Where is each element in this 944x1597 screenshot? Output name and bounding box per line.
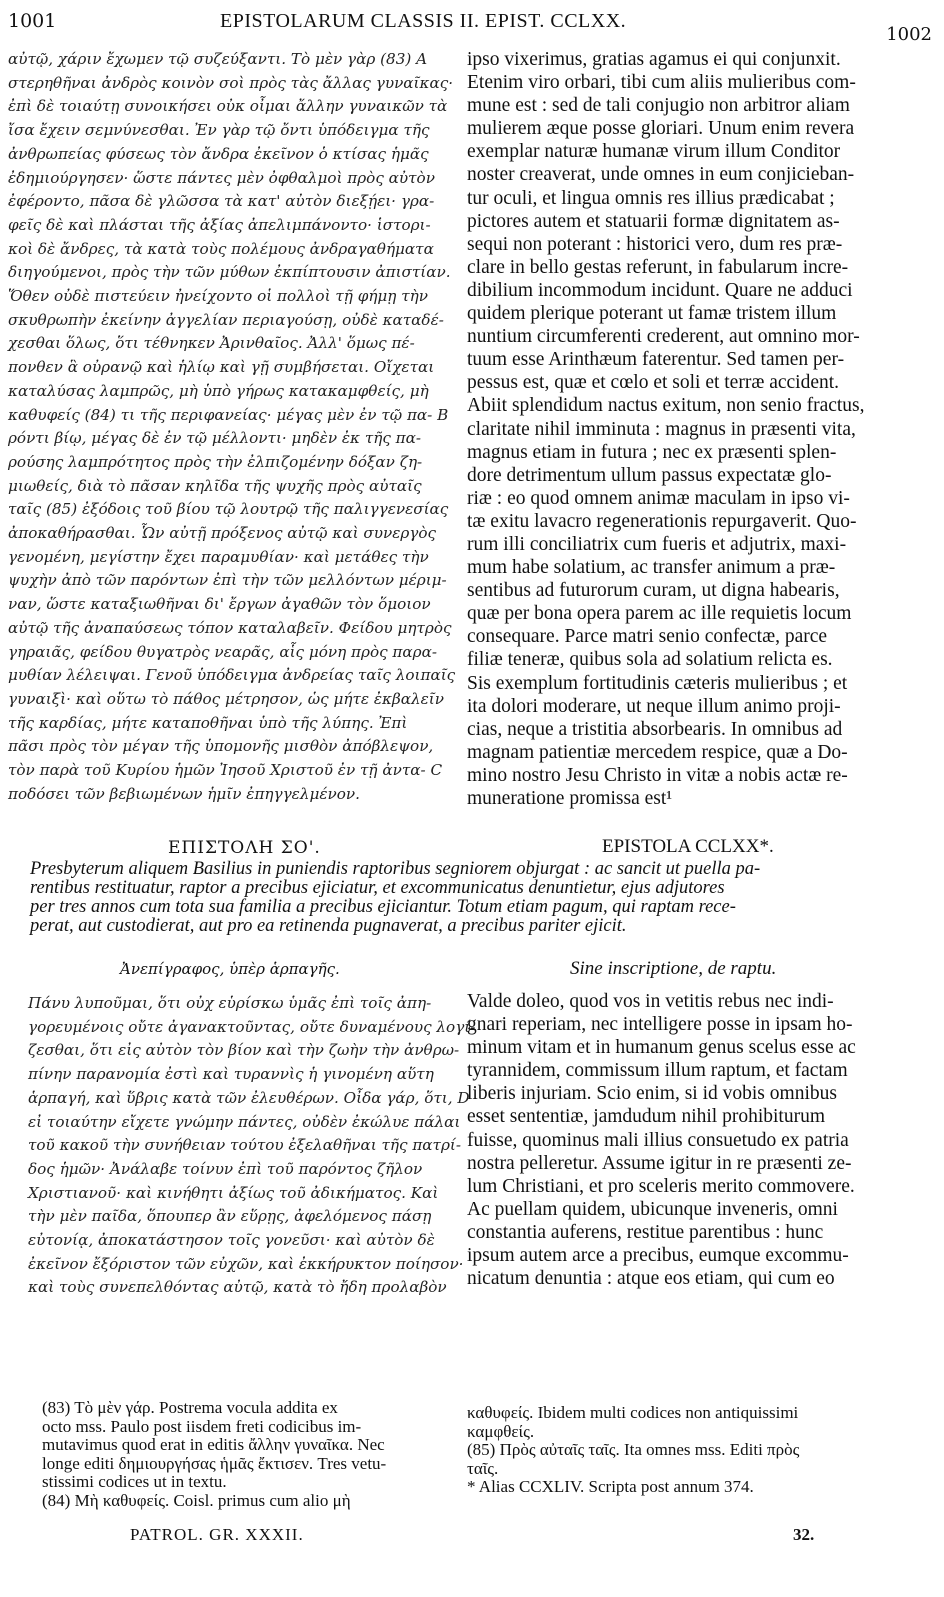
greek-text-line: τὴν μὲν παῖδα, ὅπουπερ ἂν εὕρῃς, ἀφελόμενος πάσῃ xyxy=(28,1207,432,1226)
greek-text-line: Ὅθεν οὐδὲ πιστεύειν ἠνείχοντο οἱ πολλοὶ τῇ φήμῃ τὴν xyxy=(8,287,428,306)
greek-text-line: καὶ τοὺς συνεπελθόντας αὐτῷ, κατὰ τὸ ἤδη προλαβὸν xyxy=(28,1278,447,1297)
latin-column-2 xyxy=(467,990,935,1290)
latin-text-line: Valde doleo, quod vos in vetitis rebus nec indi- xyxy=(467,991,834,1012)
footnote-line: (84) Μὴ καθυφείς. Coisl. primus cum alio μὴ xyxy=(42,1490,351,1510)
latin-text-line: ita dolori moderare, ut neque illum animo proji- xyxy=(467,695,841,717)
latin-text-line: Sis exemplum fortitudinis cæteris mulieribus ; et xyxy=(467,672,848,694)
greek-text-line: ναν, ὥστε καταξιωθῆναι δι' ἔργων ἀγαθῶν τὸν ὅμοιον xyxy=(8,595,431,614)
latin-text-line: constantia auferens, restitue parentibus : hunc xyxy=(467,1221,824,1243)
greek-text-line: μυθίαν λέλειψαι. Γενοῦ ὑπόδειγμα ἀνδρείας ταῖς λοιπαῖς xyxy=(8,666,456,685)
latin-text-line: lum Christiani, et pro sceleris merito commovere. xyxy=(467,1175,855,1197)
latin-text-line: nicatum denuntia : atque eos etiam, qui cum eo xyxy=(467,1268,835,1290)
footer-right: 32. xyxy=(793,1525,815,1544)
greek-text-line: εἰ τοιαύτην εἴχετε γνώμην πάντες, οὐδὲν ἐκώλυε πάλαι xyxy=(28,1112,461,1131)
latin-text-line: dibilium incommodum incidunt. Quare ne adduci xyxy=(467,279,853,301)
greek-text-line: αὐτῷ, χάριν ἔχωμεν τῷ συζεύξαντι. Τὸ μὲν γὰρ (83) A xyxy=(8,50,428,68)
greek-text-line: τῆς καρδίας, μήτε καταποθῆναι ὑπὸ τῆς λύπης. Ἐπὶ xyxy=(8,713,408,732)
latin-text-line: Etenim viro orbari, tibi cum aliis mulieribus com- xyxy=(467,72,856,94)
latin-text-line: riæ : eo quod omnem animæ maculam in ipso vi- xyxy=(467,487,850,509)
greek-text-line: χεσθαι ὅλως, ὅτι τέθνηκεν Ἀρινθαῖος. Ἀλλ' ὅμως πέ- xyxy=(8,334,415,353)
latin-text-line: Abiit splendidum nactus exitum, non senio fractus, xyxy=(467,395,865,417)
greek-text-line: γενομένη, μεγίστην ἔχει παραμυθίαν· καὶ μετάθες τὴν xyxy=(8,547,429,566)
greek-text-line: γορευμένοις οὔτε ἀγανακτοῦντας, οὔτε δυναμένους λογί- xyxy=(28,1017,476,1036)
latin-text-line: nuntium circumferenti crederent, aut omnino mor- xyxy=(467,326,860,348)
footnote-line: longe editi δημιουργήσας ἡμᾶς ἔκτισεν. Tres vetu- xyxy=(42,1453,387,1473)
latin-text-line: tyrannidem, commissum illum raptum, et factam xyxy=(467,1060,848,1082)
latin-text-line: magnam patientiæ mercedem respice, quæ a Do- xyxy=(467,741,848,763)
latin-text-line: liberis injuriam. Scio enim, si id vobis omnibus xyxy=(467,1083,837,1105)
greek-text-line: πᾶσι πρὸς τὸν μέγαν τῆς ὑπομονῆς μισθὸν ἀπόβλεψον, xyxy=(8,737,434,756)
epistle-title-greek: ΕΠΙΣΤΟΛΗ ΣΟ'. xyxy=(168,838,321,858)
footnote-line: * Alias CCXLIV. Scripta post annum 374. xyxy=(467,1477,754,1496)
footnote-line: καθυφείς. Ibidem multi codices non antiquissimi xyxy=(467,1403,799,1422)
footnotes-left xyxy=(42,1399,452,1510)
greek-text-line: ταῖς (85) ἐξόδοις τοῦ βίου τῷ λουτρῷ τῆς παλιγγενεσίας xyxy=(8,500,449,519)
latin-text-line: esset sententiæ, jamdudum nihil prohibiturum xyxy=(467,1106,826,1128)
page-number-right: 1002 xyxy=(886,24,932,45)
latin-text-line: tur oculi, et lingua omnis res illius prædicabat ; xyxy=(467,187,835,209)
footer-left: PATROL. GR. XXXII. xyxy=(130,1525,304,1544)
latin-text-line: mino nostro Jesu Christo in vitæ a nobis actæ re- xyxy=(467,764,848,786)
greek-text-line: ἐκεῖνον ἔξόριστον τῶν εὐχῶν, καὶ ἐκκήρυκτον ποίησον· xyxy=(28,1254,464,1273)
greek-text-line: τοῦ κακοῦ τὴν συνήθειαν τούτου ἐξελαθῆναι τῆς πατρί- xyxy=(28,1136,461,1155)
latin-text-line: minum vitam et in humanum genus scelus esse ac xyxy=(467,1037,856,1059)
summary-line: per tres annos cum tota sua familia a precibus ejiciantur. Totum etiam pagum, qui raptam rece- xyxy=(30,897,736,917)
footnote-line: ταῖς. xyxy=(467,1458,499,1478)
footnotes-right xyxy=(467,1404,927,1497)
latin-text-line: Ac puellam quidem, ubicunque inveneris, omni xyxy=(467,1198,838,1220)
latin-text-line: nostra pelleretur. Assume igitur in re præsenti ze- xyxy=(467,1152,852,1174)
latin-text-line: gnari reperiam, nec intelligere posse in ipsam ho- xyxy=(467,1014,853,1036)
greek-text-line: ἐδημιούργησεν· ὥστε πάντες μὲν ὀφθαλμοὶ πρὸς αὐτὸν xyxy=(8,168,435,187)
greek-text-line: ρόντι βίῳ, μέγας δὲ ἐν τῷ μέλλοντι· μηδὲν ἐκ τῆς πα- xyxy=(8,429,422,448)
latin-text-line: quæ per bona opera parem ac ille requietis locum xyxy=(467,603,852,625)
epistle-title-latin: EPISTOLA CCLXX*. xyxy=(602,836,774,857)
greek-text-line: πονθεν ἃ οὐρανῷ καὶ ἡλίῳ καὶ γῇ συμβήσεται. Οἴχεται xyxy=(8,358,435,377)
epistle-summary xyxy=(30,860,910,936)
greek-column-2 xyxy=(28,992,476,1300)
greek-text-line: πίνην παρανομία ἐστὶ καὶ τυραννὶς ἡ γινομένη αὕτη xyxy=(28,1065,434,1084)
greek-text-line: στερηθῆναι ἀνδρὸς κοινὸν σοὶ πρὸς τὰς ἄλλας γυναῖκας· xyxy=(8,73,454,92)
greek-text-line: διηγούμενοι, πρὸς τὴν τῶν μύθων ἐκπίπτουσιν ἀπιστίαν. xyxy=(8,263,451,282)
summary-line: Presbyterum aliquem Basilius in puniendis raptoribus segniorem objurgat : ac sancit ut puella pa- xyxy=(30,859,761,879)
summary-line: rentibus restituatur, raptor a precibus ejiciatur, et excommunicatus denuntietur, ejus adjutores xyxy=(30,878,725,898)
greek-text-line: ἁρπαγή, καὶ ὕβρις κατὰ τῶν ἐλευθέρων. Οἶδα γάρ, ὅτι, D xyxy=(28,1088,470,1107)
greek-text-line: Πάνυ λυποῦμαι, ὅτι οὐχ εὑρίσκω ὑμᾶς ἐπὶ τοῖς ἀπη- xyxy=(28,994,432,1012)
greek-text-line: γηραιᾶς, φείδου θυγατρὸς νεαρᾶς, αἷς μόνη πρὸς παρα- xyxy=(8,642,437,661)
greek-text-line: ποδόσει τῶν βεβιωμένων ἡμῖν ἐπηγγελμένον. xyxy=(8,784,360,803)
latin-text-line: sequi non poterant : historici vero, dum res præ- xyxy=(467,233,843,255)
footnote-line: (83) Τὸ μὲν γάρ. Postrema vocula addita ex xyxy=(42,1398,338,1417)
footnote-line: mutavimus quod erat in editis ἄλλην γυναῖκα. Nec xyxy=(42,1435,385,1454)
latin-column-1 xyxy=(467,48,935,810)
greek-text-line: τὸν παρὰ τοῦ Κυρίου ἡμῶν Ἰησοῦ Χριστοῦ ἐν τῇ ἀντα- C xyxy=(8,761,443,780)
footnote-line: stissimi codices ut in textu. xyxy=(42,1472,227,1491)
footnote-line: καμφθείς. xyxy=(467,1421,535,1441)
latin-text-line: cias, neque a tristitia absorbearis. In omnibus ad xyxy=(467,718,843,740)
latin-text-line: clare in bello gestas referunt, in fabularum incre- xyxy=(467,256,849,278)
greek-text-line: δος ἡμῶν· Ἀνάλαβε τοίνυν ἐπὶ τοῦ παρόντος ζῆλον xyxy=(28,1159,423,1178)
greek-text-line: σκυθρωπὴν ἐκείνην ἀγγελίαν περιαγούσῃ, οὐδὲ καταδέ- xyxy=(8,310,444,329)
subtitle-latin: Sine inscriptione, de raptu. xyxy=(570,958,777,979)
latin-text-line: sentibus ad futurorum curam, ut digna habearis, xyxy=(467,580,840,602)
greek-text-line: ἀποκαθήρασθαι. Ὧν αὐτῇ πρόξενος αὐτῷ καὶ συνεργὸς xyxy=(8,524,437,543)
latin-text-line: fuisse, quominus mali illius consuetudo ex patria xyxy=(467,1129,849,1151)
greek-text-line: ἴσα ἔχειν σεμνύνεσθαι. Ἐν γὰρ τῷ ὄντι ὑπόδειγμα τῆς xyxy=(8,121,430,140)
greek-text-line: ἐπὶ δὲ τοιαύτῃ συνοικήσει οὐκ οἶμαι ἄλλην γυναικῶν τὰ xyxy=(8,97,448,116)
subtitle-greek: Ἀνεπίγραφος, ὑπὲρ ἁρπαγῆς. xyxy=(120,960,340,978)
latin-text-line: muneratione promissa est¹ xyxy=(467,788,673,809)
latin-text-line: mulierem æque posse gloriari. Unum enim revera xyxy=(467,118,855,140)
greek-text-line: ἀνθρωπείας φύσεως τὸν ἄνδρα ἐκεῖνον ὁ κτίσας ἡμᾶς xyxy=(8,144,429,163)
latin-text-line: rum illi conciliatrix cum fueris et adjutrix, maxi- xyxy=(467,533,847,555)
greek-text-line: μιωθείς, διὰ τὸ πᾶσαν κηλῖδα τῆς ψυχῆς πρὸς αὐταῖς xyxy=(8,476,422,495)
running-title: EPISTOLARUM CLASSIS II. EPIST. CCLXX. xyxy=(220,10,627,32)
latin-text-line: mum habe solatium, ac transfer animum a præ- xyxy=(467,557,836,579)
summary-line: perat, aut custodierat, aut pro ea retinenda pugnaverat, a precibus pariter ejicit. xyxy=(30,916,627,936)
greek-text-line: εὐτονίᾳ, ἀποκατάστησον τοῖς γονεῦσι· καὶ αὐτὸν δὲ xyxy=(28,1231,435,1250)
greek-text-line: αὐτῷ τῆς ἀναπαύσεως τόπον καταλαβεῖν. Φείδου μητρὸς xyxy=(8,618,452,637)
latin-text-line: noster creaverat, unde omnes in eum conjicieban- xyxy=(467,164,855,186)
latin-text-line: exemplar naturæ humanæ virum illum Conditor xyxy=(467,141,841,163)
latin-text-line: magnus etiam in futura ; nec ex præsenti splen- xyxy=(467,441,837,463)
latin-text-line: filiæ teneræ, quibus sola ad solatium relicta es. xyxy=(467,649,833,671)
greek-text-line: ζεσθαι, ὅτι εἰς αὐτὸν τὸν βίον καὶ τὴν ζωὴν τὴν ἀνθρω- xyxy=(28,1041,460,1060)
latin-text-line: dore detrimentum ullum passus expectatæ glo- xyxy=(467,464,832,486)
greek-text-line: καθυφείς (84) τι τῆς περιφανείας· μέγας μὲν ἐν τῷ πα- B xyxy=(8,405,449,424)
page-number-left: 1001 xyxy=(8,10,57,32)
greek-text-line: Χριστιανοῦ· καὶ κινήθητι ἀξίως τοῦ ἀδικήματος. Καὶ xyxy=(28,1183,439,1202)
latin-text-line: quidem plerique poterant ut famæ tristem illum xyxy=(467,303,837,325)
greek-text-line: ἐφέροντο, πᾶσα δὲ γλῶσσα τὰ κατ' αὐτὸν διεξῄει· γρα- xyxy=(8,192,435,211)
footnote-line: (85) Πρὸς αὐταῖς ταῖς. Ita omnes mss. Editi πρὸς xyxy=(467,1440,800,1459)
latin-text-line: consequare. Parce matri senio confectæ, parce xyxy=(467,626,828,648)
latin-text-line: claritate nihil imminuta : magnus in præsenti vita, xyxy=(467,418,856,440)
greek-text-line: ψυχὴν ἀπὸ τῶν παρόντων ἐπὶ τὴν τῶν μελλόντων μέριμ- xyxy=(8,571,447,590)
latin-text-line: pictores autem et statuarii formæ dignitatem as- xyxy=(467,210,840,232)
latin-text-line: ipsum autem arce a precibus, eumque excommu- xyxy=(467,1245,849,1267)
footnote-line: octo mss. Paulo post iisdem freti codicibus im- xyxy=(42,1416,362,1436)
greek-text-line: κοὶ δὲ ἄνδρες, τὰ κατὰ τοὺς πολέμους ἀνδραγαθήματα xyxy=(8,239,434,258)
greek-column-1 xyxy=(8,48,456,807)
greek-text-line: καταλύσας λαμπρῶς, μὴ ὑπὸ γήρως κατακαμφθείς, μὴ xyxy=(8,381,429,400)
latin-text-line: ipso vixerimus, gratias agamus ei qui conjunxit. xyxy=(467,49,841,70)
greek-text-line: φεῖς δὲ καὶ πλάσται τῆς ἀξίας ἀπελιμπάνοντο· ἱστορι- xyxy=(8,215,431,234)
greek-text-line: ρούσης λαμπρότητος πρὸς τὴν ἐλπιζομένην δόξαν ζη- xyxy=(8,452,423,471)
latin-text-line: tuum esse Arinthæum faterentur. Sed tamen per- xyxy=(467,349,845,371)
latin-text-line: pessus est, quæ et cœlo et soli et terræ accident. xyxy=(467,372,840,394)
greek-text-line: γυναιξὶ· καὶ οὕτω τὸ πάθος μέτρησον, ὡς μήτε ἐκβαλεῖν xyxy=(8,689,444,708)
latin-text-line: tæ exitu lavacro regenerationis repurgaverit. Quo- xyxy=(467,510,857,532)
latin-text-line: mune est : sed de tali conjugio non arbitror aliam xyxy=(467,95,850,117)
